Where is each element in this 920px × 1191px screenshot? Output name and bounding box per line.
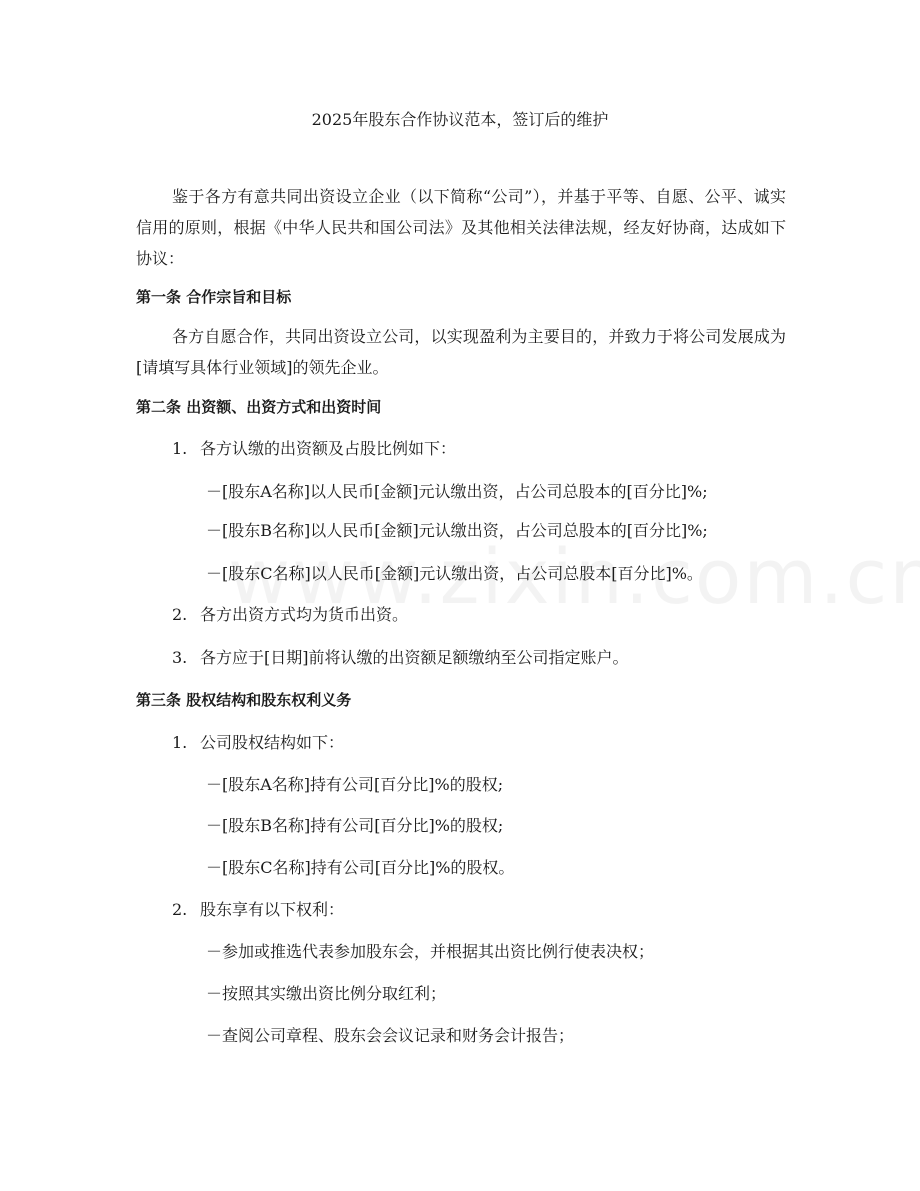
list-item-text: 各方出资方式均为货币出资。 [200,605,409,624]
article-3-heading [136,688,786,712]
list-item [172,437,772,461]
list-item [172,731,772,755]
list-item [172,898,772,922]
list-number: 1. [172,733,188,752]
sub-list-item [206,773,806,797]
sub-item-text: －按照其实缴出资比例分取红利； [206,984,447,1003]
article-heading: 第二条 出资额、出资方式和出资时间 [136,398,382,416]
list-number: 2. [172,900,188,919]
sub-list-item [206,1024,806,1048]
sub-item-text: －[股东C名称]持有公司[百分比]%的股权。 [206,858,515,877]
list-item-text: 各方认缴的出资额及占股比例如下： [200,439,457,458]
sub-list-item [206,562,806,586]
list-item [172,646,772,670]
list-number: 2. [172,605,188,624]
sub-list-item [206,940,806,964]
list-item [172,603,772,627]
article-heading: 第三条 股权结构和股东权利义务 [136,691,352,709]
list-number: 3. [172,648,188,667]
list-number: 1. [172,439,188,458]
sub-item-text: －查阅公司章程、股东会会议记录和财务会计报告； [206,1026,575,1045]
article-paragraph: 各方自愿合作，共同出资设立公司，以实现盈利为主要目的，并致力于将公司发展成为[请填写具体行业领域]的领先企业。 [136,327,786,377]
article-1-heading [136,285,786,309]
document-title: 2025年股东合作协议范本，签订后的维护 [311,110,609,129]
sub-item-text: －[股东B名称]以人民币[金额]元认缴出资，占公司总股本的[百分比]%; [206,521,708,540]
sub-list-item [206,814,806,838]
sub-list-item [206,519,806,543]
sub-item-text: －[股东A名称]持有公司[百分比]%的股权; [206,775,504,794]
intro-paragraph: 鉴于各方有意共同出资设立企业（以下简称“公司”），并基于平等、自愿、公平、诚实信用的原则，根据《中华人民共和国公司法》及其他相关法律法规，经友好协商，达成如下协议： [136,187,786,268]
sub-list-item [206,480,806,504]
sub-item-text: －参加或推选代表参加股东会，并根据其出资比例行使表决权； [206,942,655,961]
article-heading: 第一条 合作宗旨和目标 [136,288,292,306]
sub-item-text: －[股东A名称]以人民币[金额]元认缴出资，占公司总股本的[百分比]%; [206,482,708,501]
sub-item-text: －[股东C名称]以人民币[金额]元认缴出资，占公司总股本[百分比]%。 [206,564,703,583]
sub-item-text: －[股东B名称]持有公司[百分比]%的股权; [206,816,504,835]
list-item-text: 各方应于[日期]前将认缴的出资额足额缴纳至公司指定账户。 [200,648,629,667]
list-item-text: 股东享有以下权利： [200,900,345,919]
article-1-body [136,321,786,383]
sub-list-item [206,856,806,880]
article-2-heading [136,395,786,419]
list-item-text: 公司股权结构如下： [200,733,345,752]
sub-list-item [206,982,806,1006]
